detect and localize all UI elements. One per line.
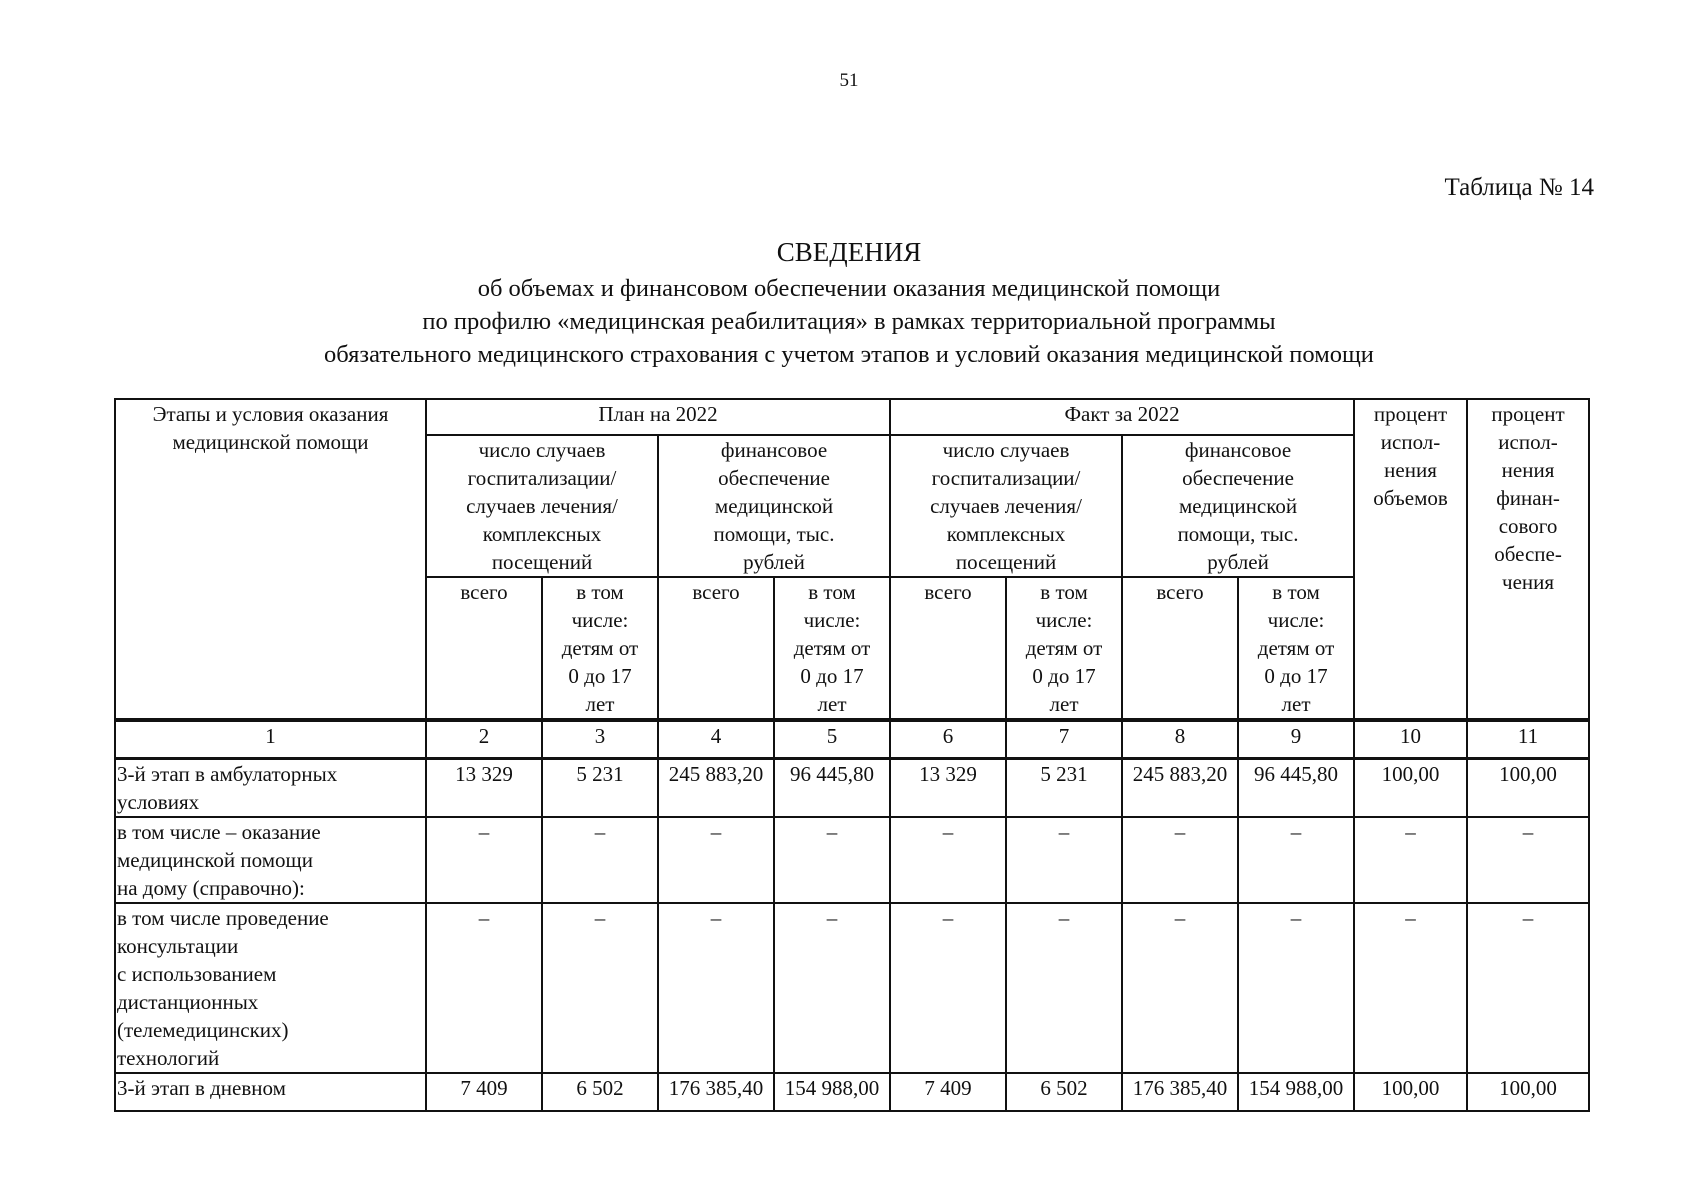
- table-cell: 5 231: [1006, 758, 1122, 817]
- header-plan-cases-total: всего: [426, 577, 542, 720]
- table-cell: –: [426, 817, 542, 903]
- table-cell: –: [1354, 903, 1467, 1073]
- table-cell: 96 445,80: [1238, 758, 1354, 817]
- column-number: 5: [774, 720, 890, 758]
- table-cell: 96 445,80: [774, 758, 890, 817]
- table-cell: 154 988,00: [1238, 1073, 1354, 1111]
- table-cell: –: [890, 903, 1006, 1073]
- column-number: 8: [1122, 720, 1238, 758]
- table-row: [115, 903, 1589, 1073]
- table-cell: –: [1238, 903, 1354, 1073]
- table-cell: –: [542, 817, 658, 903]
- table-label: Таблица № 14: [1444, 174, 1594, 201]
- table-cell: 245 883,20: [1122, 758, 1238, 817]
- row-label: 3-й этап в амбулаторных условиях: [115, 758, 426, 817]
- subtitle-line-2: по профилю «медицинская реабилитация» в рамках территориальной программы: [422, 308, 1276, 335]
- column-number: 3: [542, 720, 658, 758]
- table-row: [115, 758, 1589, 817]
- table-cell: 176 385,40: [1122, 1073, 1238, 1111]
- table-cell: 100,00: [1467, 758, 1589, 817]
- header-plan-cases: число случаев госпитализации/ случаев лечения/ комплексных посещений: [426, 435, 658, 577]
- header-plan-finance-children: в том числе: детям от 0 до 17 лет: [774, 577, 890, 720]
- table-cell: 13 329: [426, 758, 542, 817]
- column-number: 1: [115, 720, 426, 758]
- column-number: 6: [890, 720, 1006, 758]
- table-cell: –: [658, 817, 774, 903]
- table-cell: 154 988,00: [774, 1073, 890, 1111]
- table-cell: 7 409: [426, 1073, 542, 1111]
- table-cell: –: [1122, 817, 1238, 903]
- data-table: [114, 398, 1590, 1112]
- document-title: СВЕДЕНИЯ: [776, 237, 922, 267]
- column-number: 2: [426, 720, 542, 758]
- table-cell: –: [1467, 817, 1589, 903]
- table-cell: 100,00: [1354, 758, 1467, 817]
- table-cell: 100,00: [1354, 1073, 1467, 1111]
- table-cell: –: [774, 903, 890, 1073]
- table-cell: 176 385,40: [658, 1073, 774, 1111]
- header-fact-cases-total: всего: [890, 577, 1006, 720]
- column-number: 10: [1354, 720, 1467, 758]
- header-fact-finance: финансовое обеспечение медицинской помощи, тыс. рублей: [1122, 435, 1354, 577]
- table-cell: –: [890, 817, 1006, 903]
- row-label: в том числе – оказание медицинской помощи на дому (справочно):: [115, 817, 426, 903]
- table-cell: 100,00: [1467, 1073, 1589, 1111]
- header-stages: Этапы и условия оказания медицинской помощи: [115, 399, 426, 720]
- table-cell: 6 502: [1006, 1073, 1122, 1111]
- table-cell: 6 502: [542, 1073, 658, 1111]
- table-cell: –: [426, 903, 542, 1073]
- column-number: 4: [658, 720, 774, 758]
- header-fact: Факт за 2022: [890, 399, 1354, 435]
- row-label: 3-й этап в дневном: [115, 1073, 426, 1111]
- table-cell: –: [1354, 817, 1467, 903]
- header-percent-finance: процент испол- нения финан- сового обеспе- чения: [1467, 399, 1589, 720]
- table-cell: –: [1006, 817, 1122, 903]
- header-plan: План на 2022: [426, 399, 890, 435]
- document-subtitle: [0, 272, 1698, 371]
- table-row: [115, 817, 1589, 903]
- column-number-row: [115, 720, 1589, 758]
- header-plan-cases-children: в том числе: детям от 0 до 17 лет: [542, 577, 658, 720]
- subtitle-line-3: обязательного медицинского страхования с учетом этапов и условий оказания медицинской помощи: [324, 341, 1374, 368]
- table-cell: –: [658, 903, 774, 1073]
- table-cell: –: [1238, 817, 1354, 903]
- table-cell: –: [1467, 903, 1589, 1073]
- table-cell: 245 883,20: [658, 758, 774, 817]
- header-percent-volumes: процент испол- нения объемов: [1354, 399, 1467, 720]
- table-cell: –: [774, 817, 890, 903]
- table-cell: –: [542, 903, 658, 1073]
- header-fact-finance-children: в том числе: детям от 0 до 17 лет: [1238, 577, 1354, 720]
- header-fact-finance-total: всего: [1122, 577, 1238, 720]
- table-cell: 7 409: [890, 1073, 1006, 1111]
- column-number: 11: [1467, 720, 1589, 758]
- subtitle-line-1: об объемах и финансовом обеспечении оказания медицинской помощи: [477, 275, 1221, 302]
- header-plan-finance: финансовое обеспечение медицинской помощи, тыс. рублей: [658, 435, 890, 577]
- header-plan-finance-total: всего: [658, 577, 774, 720]
- table-cell: 13 329: [890, 758, 1006, 817]
- table-row: [115, 1073, 1589, 1111]
- table-cell: –: [1122, 903, 1238, 1073]
- table-cell: –: [1006, 903, 1122, 1073]
- column-number: 9: [1238, 720, 1354, 758]
- header-fact-cases-children: в том числе: детям от 0 до 17 лет: [1006, 577, 1122, 720]
- table-cell: 5 231: [542, 758, 658, 817]
- page-number: 51: [839, 70, 859, 91]
- header-fact-cases: число случаев госпитализации/ случаев лечения/ комплексных посещений: [890, 435, 1122, 577]
- column-number: 7: [1006, 720, 1122, 758]
- row-label: в том числе проведение консультации с использованием дистанционных (телемедицинских) технологий: [115, 903, 426, 1073]
